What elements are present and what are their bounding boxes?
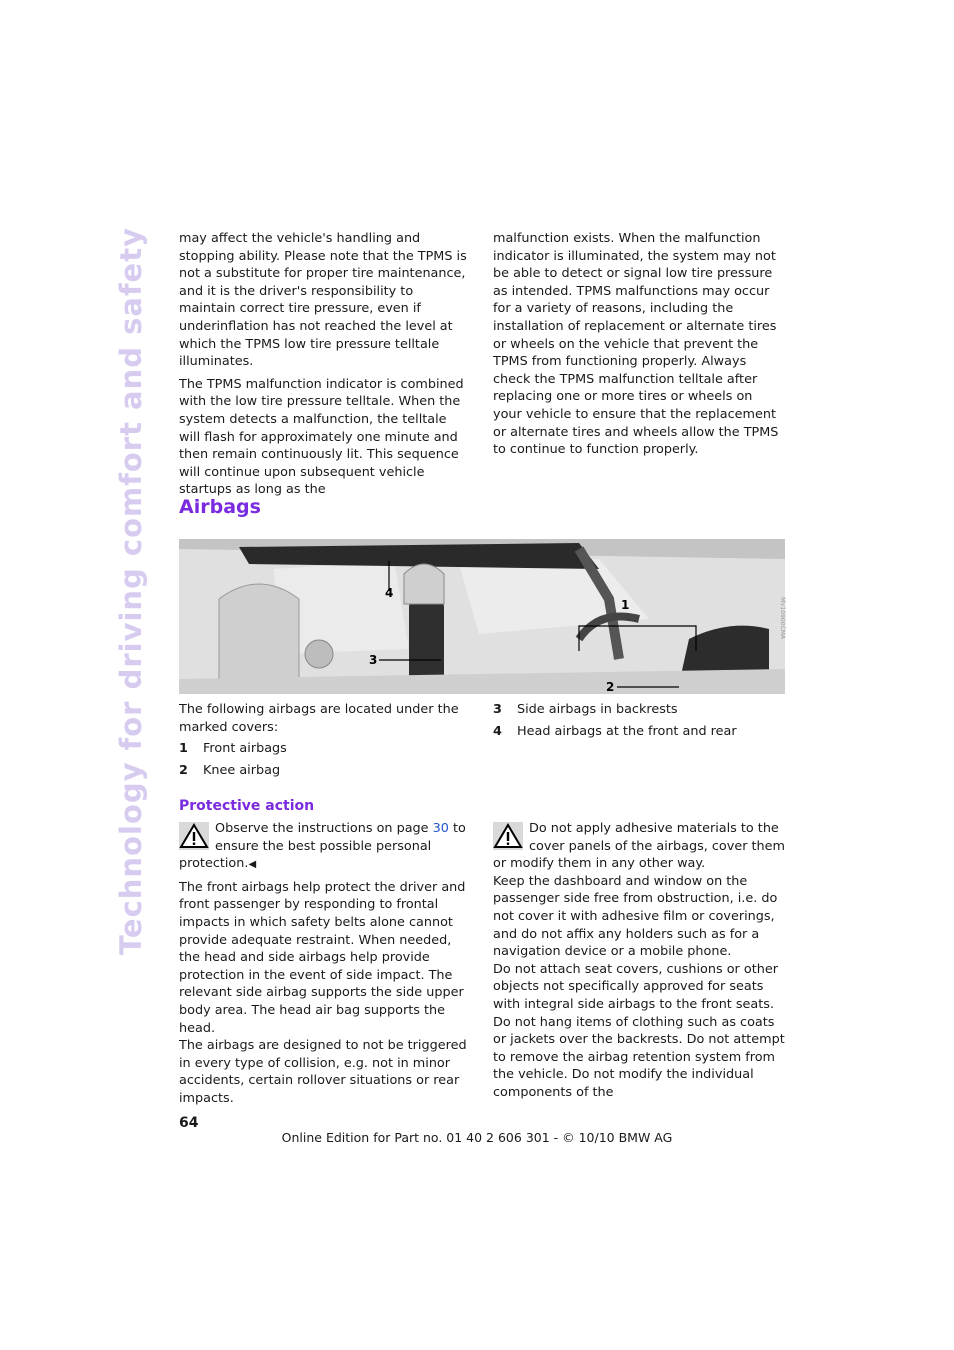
paragraph: The TPMS malfunction indicator is combined with the low tire pressure telltale. When the system detects a malfunction, the telltale will flash for approximately one minute and then remain continuously lit. This sequence will continue upon subsequent vehicle startups as long as the (179, 376, 464, 498)
airbag-locations-figure (179, 539, 785, 694)
section-heading-airbags: Airbags (179, 496, 261, 518)
warning-text: to ensure the best possible personal protection. (179, 821, 466, 872)
item-number: 3 (493, 702, 502, 717)
item-number: 4 (493, 723, 502, 739)
callout-2: 2 (606, 680, 615, 694)
figure-code: MV10900CMA (779, 597, 786, 639)
page-link[interactable]: 30 (432, 821, 449, 836)
list-item (179, 740, 471, 758)
item-number: 2 (179, 762, 188, 778)
caption-intro: The following airbags are located under the marked covers: (179, 702, 459, 735)
callout-3: 3 (369, 653, 378, 667)
column-left-top (179, 230, 471, 499)
end-mark: ◀ (248, 859, 257, 871)
paragraph: The front airbags help protect the driver and front passenger by responding to frontal impacts in which safety belts alone cannot provide adequate restraint. When needed, the head and side airbags help provide protection in the event of side impact. The relevant side airbag supports the side upper body area. The head air bag supports the head. (179, 879, 466, 1036)
car-interior-illustration (179, 539, 785, 694)
warning-note (179, 820, 471, 874)
item-number: 1 (179, 741, 188, 757)
column-right-bottom (493, 820, 785, 1102)
chapter-side-title: Technology for driving comfort and safety (114, 227, 148, 955)
warning-icon (179, 822, 209, 850)
warning-text: Do not apply adhesive materials to the cover panels of the airbags, cover them or modify them in any other way. (493, 821, 786, 872)
list-item (493, 701, 785, 719)
page-number: 64 (179, 1115, 199, 1131)
warning-note (493, 820, 785, 873)
column-left-bottom (179, 820, 471, 1108)
warning-icon (493, 822, 523, 850)
paragraph: The airbags are designed to not be triggered in every type of collision, e.g. not in minor accidents, certain rollover situations or rear impacts. (179, 1038, 467, 1106)
list-item (493, 723, 785, 741)
callout-4: 4 (385, 586, 394, 600)
paragraph: Do not attach seat covers, cushions or other objects not specifically approved for seats with integral side airbags to the front seats. Do not hang items of clothing such as coats or jackets over the backrests. Do not attempt to remove the airbag retention system from the vehicle. Do not modify the individual components of the (493, 961, 785, 1100)
caption-left (179, 701, 471, 779)
item-label: Head airbags at the front and rear (517, 723, 737, 739)
list-item (179, 762, 471, 780)
item-label: Knee airbag (203, 762, 281, 778)
section-heading-protective-action: Protective action (179, 798, 315, 814)
paragraph: Keep the dashboard and window on the passenger side free from obstruction, i.e. do not cover it with adhesive film or coverings, and do not affix any holders such as for a navigation device or a mobile phone. (493, 873, 778, 960)
item-label: Front airbags (203, 741, 287, 757)
warning-text: Observe the instructions on page (215, 821, 433, 836)
footer: Online Edition for Part no. 01 40 2 606 301 - © 10/10 BMW AG (281, 1130, 673, 1145)
item-label: Side airbags in backrests (517, 702, 678, 717)
column-right-top (493, 230, 785, 459)
caption-right (493, 701, 785, 740)
paragraph: malfunction exists. When the malfunction indicator is illuminated, the system may not be able to detect or signal low tire pressure as intended. TPMS malfunctions may occur for a variety of reasons, including the installation of replacement or alternate tires or wheels on the vehicle that prevent the TPMS from functioning properly. Always check the TPMS malfunction telltale after replacing one or more tires or wheels on your vehicle to ensure that the replacement or alternate tires and wheels allow the TPMS to continue to function properly. (493, 231, 779, 458)
callout-1: 1 (621, 598, 630, 612)
paragraph: may affect the vehicle's handling and stopping ability. Please note that the TPMS is not a substitute for proper tire maintenance, and it is the driver's responsibility to maintain correct tire pressure, even if underinflation has not reached the level at which the TPMS low tire pressure telltale illuminates. (179, 231, 467, 370)
